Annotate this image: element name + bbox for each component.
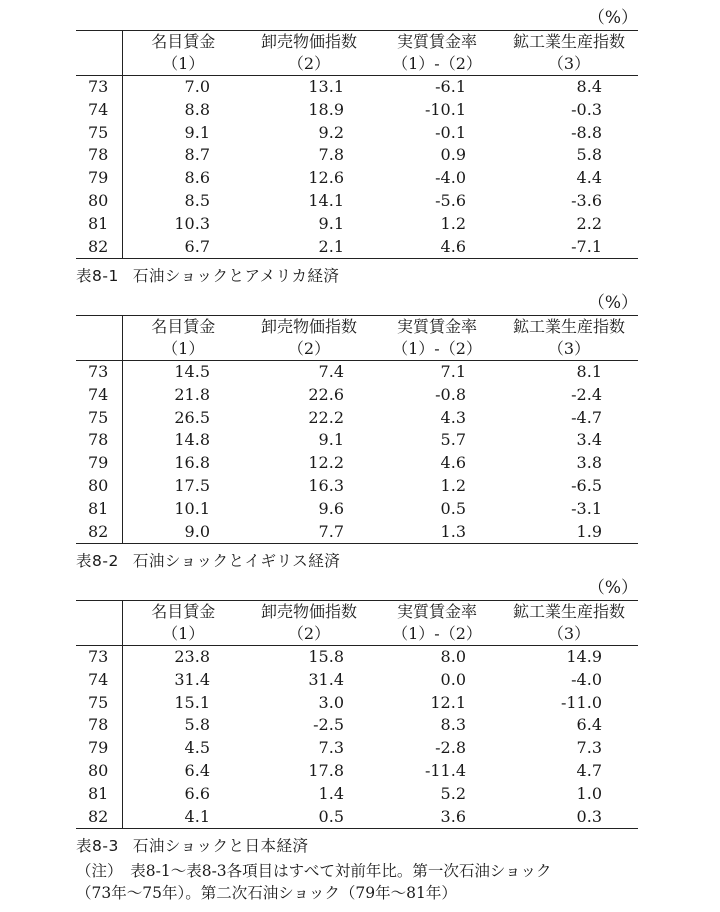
column-subheader: （3） [500,53,638,76]
year-cell: 73 [76,361,122,384]
table-row [76,429,638,452]
table-row [76,76,638,99]
column-subheader: （2） [244,623,374,646]
year-cell: 82 [76,236,122,259]
table-row [76,236,638,259]
value-cell: 18.9 [308,99,344,119]
value-cell: 3.0 [318,692,344,712]
value-cell: 21.8 [174,384,210,404]
value-cell: -4.0 [571,669,602,689]
column-header: 実質賃金率 [374,316,500,339]
value-cell: 1.3 [374,521,500,544]
column-header: 鉱工業生産指数 [500,31,638,54]
value-cell: 1.0 [576,783,602,803]
value-cell: 4.4 [576,168,602,188]
value-cell: 4.5 [184,738,210,758]
value-cell: 1.2 [440,213,466,233]
value-cell: 9.2 [318,122,344,142]
table-caption [76,266,339,286]
value-cell: 4.3 [440,407,466,427]
caption-number: 表8-1 [76,267,119,285]
table-row [76,646,638,669]
column-header: 名目賃金 [122,601,244,624]
value-cell: 4.1 [122,806,244,829]
value-cell: 0.0 [440,669,466,689]
value-cell: 31.4 [308,669,344,689]
table-row [76,521,638,544]
value-cell: 2.2 [576,213,602,233]
value-cell: -4.0 [435,168,466,188]
value-cell: 9.1 [184,122,210,142]
year-cell: 79 [76,452,122,475]
value-cell: 22.2 [308,407,344,427]
value-cell: 9.1 [318,430,344,450]
value-cell: 12.6 [308,168,344,188]
unit-label: （%） [587,8,638,28]
value-cell: 0.5 [440,498,466,518]
value-cell: 17.8 [308,760,344,780]
table-row [76,452,638,475]
table-row [76,167,638,190]
value-cell: 7.0 [184,77,210,96]
year-cell: 73 [76,646,122,669]
year-cell: 79 [76,737,122,760]
data-table-1 [76,30,638,259]
value-cell: 3.8 [576,453,602,473]
value-cell: 12.1 [430,692,466,712]
table-row [76,384,638,407]
value-cell: 15.8 [308,647,344,666]
value-cell: 5.7 [440,430,466,450]
value-cell: 1.4 [318,783,344,803]
column-header: 鉱工業生産指数 [500,316,638,339]
value-cell: 0.3 [500,806,638,829]
year-cell: 73 [76,76,122,99]
column-header: 卸売物価指数 [244,601,374,624]
value-cell: 7.1 [440,362,466,381]
column-subheader: （2） [244,53,374,76]
value-cell: -2.5 [313,715,344,735]
table-row [76,190,638,213]
value-cell: 5.8 [184,715,210,735]
year-cell: 75 [76,407,122,430]
value-cell: 5.8 [576,145,602,165]
value-cell: 3.4 [576,430,602,450]
year-cell: 75 [76,122,122,145]
year-cell: 80 [76,190,122,213]
header-row [76,31,638,54]
table-row [76,806,638,829]
value-cell: 4.6 [440,453,466,473]
value-cell: 2.1 [244,236,374,259]
caption-title: 石油ショックとイギリス経済 [132,552,341,570]
column-subheader: （1） [122,338,244,361]
footnote-line: （73年～75年）。第二次石油ショック（79年～81年） [76,884,457,902]
column-subheader: （3） [500,623,638,646]
unit-label: （%） [587,293,638,313]
value-cell: 13.1 [308,77,344,96]
value-cell: 7.3 [576,738,602,758]
value-cell: 14.1 [308,190,344,210]
value-cell: 8.6 [184,168,210,188]
value-cell: 6.4 [576,715,602,735]
value-cell: -0.1 [435,122,466,142]
value-cell: 0.5 [244,806,374,829]
subheader-row [76,338,638,361]
table-row [76,498,638,521]
value-cell: 5.2 [440,783,466,803]
value-cell: 10.1 [174,498,210,518]
year-cell: 80 [76,760,122,783]
value-cell: -10.1 [424,99,466,119]
value-cell: 1.2 [440,475,466,495]
table-row [76,692,638,715]
value-cell: -3.6 [571,190,602,210]
table-row [76,737,638,760]
caption-number: 表8-3 [76,837,119,855]
header-row [76,316,638,339]
value-cell: 12.2 [308,453,344,473]
column-subheader: （2） [244,338,374,361]
value-cell: 8.1 [576,362,602,381]
value-cell: 8.8 [184,99,210,119]
year-cell: 78 [76,144,122,167]
corner-cell [76,601,122,624]
value-cell: -0.8 [435,384,466,404]
header-row [76,601,638,624]
value-cell: 4.7 [576,760,602,780]
column-header: 卸売物価指数 [244,31,374,54]
caption-title: 石油ショックと日本経済 [132,837,309,855]
table-row [76,669,638,692]
value-cell: 7.3 [318,738,344,758]
year-cell: 82 [76,521,122,544]
column-subheader: （3） [500,338,638,361]
column-header: 実質賃金率 [374,601,500,624]
corner-cell [76,338,122,361]
column-subheader: （1）-（2） [374,53,500,76]
table-row [76,714,638,737]
value-cell: -11.4 [424,760,466,780]
year-cell: 78 [76,429,122,452]
value-cell: 22.6 [308,384,344,404]
year-cell: 81 [76,213,122,236]
column-header: 卸売物価指数 [244,316,374,339]
value-cell: -6.1 [435,77,466,96]
value-cell: 8.4 [576,77,602,96]
value-cell: -8.8 [571,122,602,142]
table-row [76,407,638,430]
value-cell: 16.3 [308,475,344,495]
corner-cell [76,316,122,339]
value-cell: -7.1 [500,236,638,259]
value-cell: 1.9 [500,521,638,544]
unit-label: （%） [587,578,638,598]
value-cell: 0.9 [440,145,466,165]
footnote [76,860,676,904]
value-cell: 14.8 [174,430,210,450]
year-cell: 81 [76,783,122,806]
value-cell: -6.5 [571,475,602,495]
year-cell: 81 [76,498,122,521]
value-cell: 6.4 [184,760,210,780]
value-cell: 9.6 [318,498,344,518]
table-row [76,122,638,145]
value-cell: -2.4 [571,384,602,404]
value-cell: 8.3 [440,715,466,735]
value-cell: 8.5 [184,190,210,210]
table-row [76,783,638,806]
year-cell: 74 [76,99,122,122]
corner-cell [76,31,122,54]
value-cell: 6.7 [122,236,244,259]
corner-cell [76,623,122,646]
value-cell: 3.6 [374,806,500,829]
column-header: 鉱工業生産指数 [500,601,638,624]
value-cell: 8.0 [440,647,466,666]
year-cell: 74 [76,384,122,407]
value-cell: -0.3 [571,99,602,119]
subheader-row [76,623,638,646]
column-header: 名目賃金 [122,316,244,339]
table-row [76,99,638,122]
value-cell: -2.8 [435,738,466,758]
value-cell: 23.8 [174,647,210,666]
year-cell: 82 [76,806,122,829]
table-row [76,361,638,384]
data-table-3 [76,600,638,829]
value-cell: 9.0 [122,521,244,544]
value-cell: -4.7 [571,407,602,427]
value-cell: 10.3 [174,213,210,233]
value-cell: 14.9 [566,647,602,666]
column-header: 実質賃金率 [374,31,500,54]
column-subheader: （1）-（2） [374,623,500,646]
subheader-row [76,53,638,76]
value-cell: 8.7 [184,145,210,165]
column-subheader: （1） [122,623,244,646]
footnote-line: （注） 表8-1～表8-3各項目はすべて対前年比。第一次石油ショック [76,862,552,880]
table-caption [76,836,309,856]
column-subheader: （1） [122,53,244,76]
value-cell: -3.1 [571,498,602,518]
value-cell: -5.6 [435,190,466,210]
column-subheader: （1）-（2） [374,338,500,361]
table-row [76,760,638,783]
value-cell: 4.6 [374,236,500,259]
value-cell: -11.0 [560,692,602,712]
column-header: 名目賃金 [122,31,244,54]
value-cell: 7.8 [318,145,344,165]
corner-cell [76,53,122,76]
year-cell: 78 [76,714,122,737]
table-caption [76,551,340,571]
year-cell: 74 [76,669,122,692]
table-row [76,213,638,236]
caption-number: 表8-2 [76,552,119,570]
value-cell: 7.4 [318,362,344,381]
value-cell: 31.4 [174,669,210,689]
value-cell: 14.5 [174,362,210,381]
year-cell: 79 [76,167,122,190]
value-cell: 26.5 [174,407,210,427]
value-cell: 7.7 [244,521,374,544]
caption-title: 石油ショックとアメリカ経済 [132,267,340,285]
table-row [76,144,638,167]
value-cell: 16.8 [174,453,210,473]
year-cell: 80 [76,475,122,498]
year-cell: 75 [76,692,122,715]
value-cell: 9.1 [318,213,344,233]
value-cell: 6.6 [184,783,210,803]
value-cell: 17.5 [174,475,210,495]
data-table-2 [76,315,638,544]
value-cell: 15.1 [174,692,210,712]
table-row [76,475,638,498]
